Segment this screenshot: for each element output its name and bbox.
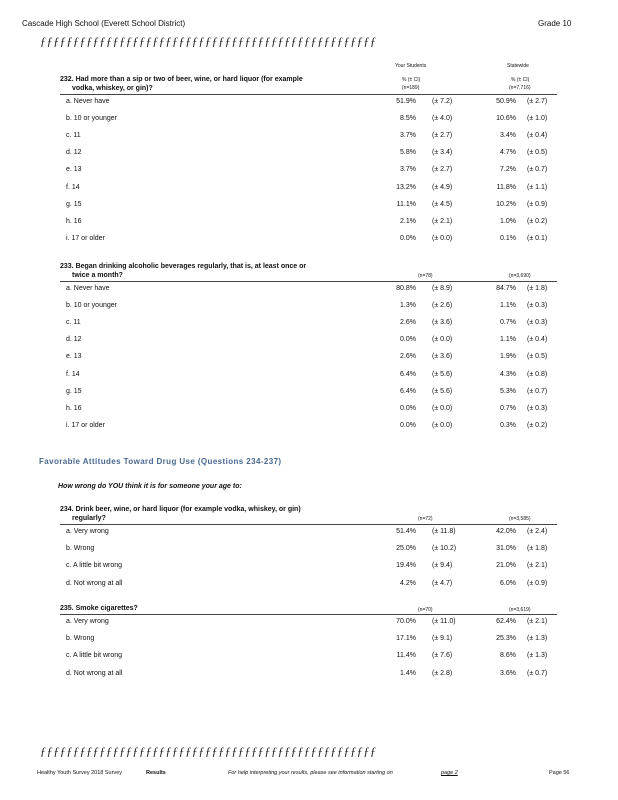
q233-your-ci: (± 0.0) — [432, 336, 453, 344]
q232-row-label: b. 10 or younger — [66, 115, 117, 123]
q233-state-ci: (± 0.2) — [527, 421, 548, 429]
q232-row-label: c. 11 — [66, 132, 81, 140]
q235-question-line1: 235. Smoke cigarettes? — [60, 605, 138, 612]
q233-divider — [60, 281, 557, 282]
q233-your-ci: (± 8.9) — [432, 285, 453, 292]
q234-n-yours: (n=72) — [418, 516, 433, 522]
q235-state-percent: 25.3% — [496, 635, 516, 643]
q233-state-percent: 1.9% — [500, 353, 516, 361]
col-state-pct-ci: % (± CI) — [511, 77, 530, 83]
q233-state-percent: 0.7% — [500, 319, 516, 327]
q232-row-label: a. Never have — [66, 98, 110, 105]
q233-your-percent: 0.0% — [400, 404, 416, 412]
q233-n-yours: (n=78) — [418, 273, 433, 279]
q232-your-ci: (± 0.0) — [432, 234, 453, 242]
q232-state-percent: 4.7% — [500, 149, 516, 157]
q234-your-percent: 25.0% — [396, 545, 416, 553]
q233-state-percent: 0.7% — [500, 404, 516, 412]
q234-state-ci: (± 1.8) — [527, 545, 548, 553]
footer-help-link[interactable]: page 2 — [441, 770, 458, 776]
q234-your-ci: (± 9.4) — [432, 562, 453, 570]
q232-row-label: f. 14 — [66, 183, 80, 191]
q235-row-label: b. Wrong — [66, 635, 95, 643]
q232-row-label: d. 12 — [66, 149, 82, 157]
q232-state-percent: 50.9% — [496, 98, 516, 105]
q232-row-label: g. 15 — [66, 200, 82, 208]
q232-row-label: e. 13 — [66, 166, 82, 174]
q234-your-percent: 19.4% — [396, 562, 416, 570]
q233-state-percent: 4.3% — [500, 370, 516, 378]
q235-your-percent: 70.0% — [396, 618, 416, 625]
q235-state-ci: (± 0.7) — [527, 669, 548, 677]
q233-state-percent: 5.3% — [500, 387, 516, 395]
q232-row-label: h. 16 — [66, 217, 82, 225]
q233-state-ci: (± 1.8) — [527, 285, 548, 292]
q234-state-ci: (± 2.4) — [527, 528, 548, 535]
q232-state-ci: (± 0.4) — [527, 132, 548, 140]
q233-your-percent: 0.0% — [400, 421, 416, 429]
q233-your-percent: 0.0% — [400, 336, 416, 344]
q233-your-percent: 80.8% — [396, 285, 416, 292]
q234-question-line2: regularly? — [72, 515, 106, 522]
school-name: Cascade High School (Everett School District) — [22, 19, 186, 28]
q232-your-percent: 51.9% — [396, 98, 416, 105]
q235-state-ci: (± 2.1) — [527, 618, 548, 625]
q235-your-ci: (± 7.6) — [432, 652, 453, 660]
q232-your-percent: 3.7% — [400, 132, 416, 140]
q232-n-yours: (n=189) — [402, 85, 420, 91]
q234-your-ci: (± 4.7) — [432, 579, 453, 587]
q234-your-ci: (± 11.8) — [432, 528, 456, 535]
q232-your-ci: (± 4.0) — [432, 115, 453, 123]
q234-divider — [60, 524, 557, 525]
q233-question-line2: twice a month? — [72, 272, 123, 279]
section-title: Favorable Attitudes Toward Drug Use (Questions 234-237) — [39, 457, 282, 466]
q235-row-label: a. Very wrong — [66, 618, 109, 625]
q232-your-ci: (± 2.7) — [432, 166, 453, 174]
q232-your-ci: (± 2.7) — [432, 132, 453, 140]
page-number: Page 56 — [549, 770, 570, 776]
q233-state-ci: (± 0.5) — [527, 353, 548, 361]
q235-your-ci: (± 2.8) — [432, 669, 453, 677]
q232-state-ci: (± 0.5) — [527, 149, 548, 157]
q233-your-ci: (± 3.6) — [432, 353, 453, 361]
q233-your-ci: (± 0.0) — [432, 404, 453, 412]
q233-row-label: h. 16 — [66, 404, 82, 412]
grade-label: Grade 10 — [538, 19, 572, 28]
q232-state-percent: 7.2% — [500, 166, 516, 174]
q232-state-percent: 10.2% — [496, 200, 516, 208]
q234-row-label: c. A little bit wrong — [66, 562, 123, 570]
q234-your-ci: (± 10.2) — [432, 545, 457, 553]
q233-your-percent: 2.6% — [400, 353, 416, 361]
q232-your-percent: 13.2% — [396, 183, 416, 191]
q234-your-percent: 51.4% — [396, 528, 416, 535]
q232-your-percent: 5.8% — [400, 149, 416, 157]
q232-state-ci: (± 1.1) — [527, 183, 548, 191]
q233-row-label: i. 17 or older — [66, 421, 105, 429]
q232-your-percent: 11.1% — [396, 200, 416, 208]
col-your-pct-ci: % (± CI) — [402, 77, 421, 83]
q233-state-ci: (± 0.7) — [527, 387, 548, 395]
q233-state-percent: 0.3% — [500, 421, 516, 429]
q232-your-ci: (± 3.4) — [432, 149, 453, 157]
q233-state-percent: 1.1% — [500, 302, 516, 310]
q235-your-ci: (± 9.1) — [432, 635, 453, 643]
col-your-students: Your Students — [395, 63, 427, 69]
q233-state-percent: 1.1% — [500, 336, 516, 344]
q232-state-percent: 3.4% — [500, 132, 516, 140]
q233-your-ci: (± 3.6) — [432, 319, 453, 327]
footer-help-text: For help interpreting your results, please see information starting on — [228, 770, 393, 776]
q233-state-ci: (± 0.3) — [527, 404, 548, 412]
footer-survey-name: Healthy Youth Survey 2018 Survey — [37, 770, 123, 776]
q235-your-percent: 1.4% — [400, 669, 416, 677]
q234-n-state: (n=3,585) — [509, 516, 531, 522]
q235-state-ci: (± 1.3) — [527, 635, 548, 643]
q232-row-label: i. 17 or older — [66, 234, 105, 242]
q232-n-state: (n=7,716) — [509, 85, 531, 91]
section-prompt: How wrong do YOU think it is for someone your age to: — [58, 483, 242, 490]
q234-state-percent: 42.0% — [496, 528, 516, 535]
q234-question-line1: 234. Drink beer, wine, or hard liquor (for example vodka, whiskey, or gin) — [60, 506, 301, 513]
q235-your-percent: 11.4% — [396, 652, 416, 660]
q233-row-label: e. 13 — [66, 353, 82, 361]
q235-state-percent: 3.6% — [500, 669, 516, 677]
q232-state-ci: (± 2.7) — [527, 98, 548, 105]
q234-state-percent: 6.0% — [500, 579, 516, 587]
q233-your-percent: 6.4% — [400, 387, 416, 395]
q232-your-percent: 3.7% — [400, 166, 416, 174]
q233-state-ci: (± 0.3) — [527, 319, 548, 327]
q234-state-percent: 21.0% — [496, 562, 516, 570]
q233-state-ci: (± 0.8) — [527, 370, 548, 378]
q233-row-label: a. Never have — [66, 285, 110, 292]
q232-divider — [60, 94, 557, 95]
q235-state-percent: 62.4% — [496, 618, 516, 625]
q233-n-state: (n=3,690) — [509, 273, 531, 279]
top-decorative-rule: ƒƒƒƒƒƒƒƒƒƒƒƒƒƒƒƒƒƒƒƒƒƒƒƒƒƒƒƒƒƒƒƒƒƒƒƒƒƒƒƒƒƒƒƒƒƒƒƒƒƒƒ — [40, 34, 377, 48]
q232-your-percent: 8.5% — [400, 115, 416, 123]
q235-row-label: d. Not wrong at all — [66, 669, 123, 677]
q232-state-ci: (± 0.2) — [527, 217, 548, 225]
q235-your-ci: (± 11.0) — [432, 618, 456, 625]
q235-n-state: (n=3,619) — [509, 607, 531, 613]
q233-your-ci: (± 0.0) — [432, 421, 453, 429]
q233-your-percent: 1.3% — [400, 302, 416, 310]
q235-n-yours: (n=70) — [418, 607, 433, 613]
q233-your-ci: (± 2.6) — [432, 302, 453, 310]
q234-row-label: b. Wrong — [66, 545, 95, 553]
bottom-decorative-rule: ƒƒƒƒƒƒƒƒƒƒƒƒƒƒƒƒƒƒƒƒƒƒƒƒƒƒƒƒƒƒƒƒƒƒƒƒƒƒƒƒƒƒƒƒƒƒƒƒƒƒƒ — [40, 744, 377, 758]
col-statewide: Statewide — [507, 63, 529, 69]
q233-your-ci: (± 5.6) — [432, 370, 453, 378]
q235-your-percent: 17.1% — [396, 635, 416, 643]
q234-row-label: a. Very wrong — [66, 528, 109, 535]
q235-row-label: c. A little bit wrong — [66, 652, 123, 660]
q232-question-line2: vodka, whiskey, or gin)? — [72, 85, 153, 92]
q233-row-label: d. 12 — [66, 336, 82, 344]
q235-state-ci: (± 1.3) — [527, 652, 548, 660]
q232-state-percent: 11.8% — [496, 183, 516, 191]
q233-your-percent: 6.4% — [400, 370, 416, 378]
q232-state-ci: (± 0.9) — [527, 200, 548, 208]
q233-state-percent: 84.7% — [496, 285, 516, 292]
q232-state-ci: (± 0.1) — [527, 234, 548, 242]
q233-question-line1: 233. Began drinking alcoholic beverages regularly, that is, at least once or — [60, 263, 307, 270]
q234-your-percent: 4.2% — [400, 579, 416, 587]
footer-results: Results — [146, 770, 166, 776]
q232-question-line1: 232. Had more than a sip or two of beer, wine, or hard liquor (for example — [60, 76, 303, 83]
q233-state-ci: (± 0.4) — [527, 336, 548, 344]
q232-state-ci: (± 0.7) — [527, 166, 548, 174]
q233-state-ci: (± 0.3) — [527, 302, 548, 310]
q233-row-label: c. 11 — [66, 319, 81, 327]
q232-state-percent: 0.1% — [500, 234, 516, 242]
q232-state-percent: 1.0% — [500, 217, 516, 225]
q232-your-ci: (± 4.9) — [432, 183, 453, 191]
q235-state-percent: 8.6% — [500, 652, 516, 660]
q232-your-ci: (± 4.5) — [432, 200, 453, 208]
q232-state-ci: (± 1.0) — [527, 115, 548, 123]
q233-your-percent: 2.6% — [400, 319, 416, 327]
q233-row-label: g. 15 — [66, 387, 82, 395]
q234-state-ci: (± 2.1) — [527, 562, 548, 570]
q234-state-ci: (± 0.9) — [527, 579, 548, 587]
q232-your-ci: (± 7.2) — [432, 98, 453, 105]
q234-row-label: d. Not wrong at all — [66, 579, 123, 587]
q232-your-percent: 2.1% — [400, 217, 416, 225]
q232-state-percent: 10.6% — [496, 115, 516, 123]
q233-row-label: b. 10 or younger — [66, 302, 117, 310]
q232-your-percent: 0.0% — [400, 234, 416, 242]
q235-divider — [60, 614, 557, 615]
q232-your-ci: (± 2.1) — [432, 217, 453, 225]
q233-row-label: f. 14 — [66, 370, 80, 378]
q233-your-ci: (± 5.6) — [432, 387, 453, 395]
q234-state-percent: 31.0% — [496, 545, 516, 553]
